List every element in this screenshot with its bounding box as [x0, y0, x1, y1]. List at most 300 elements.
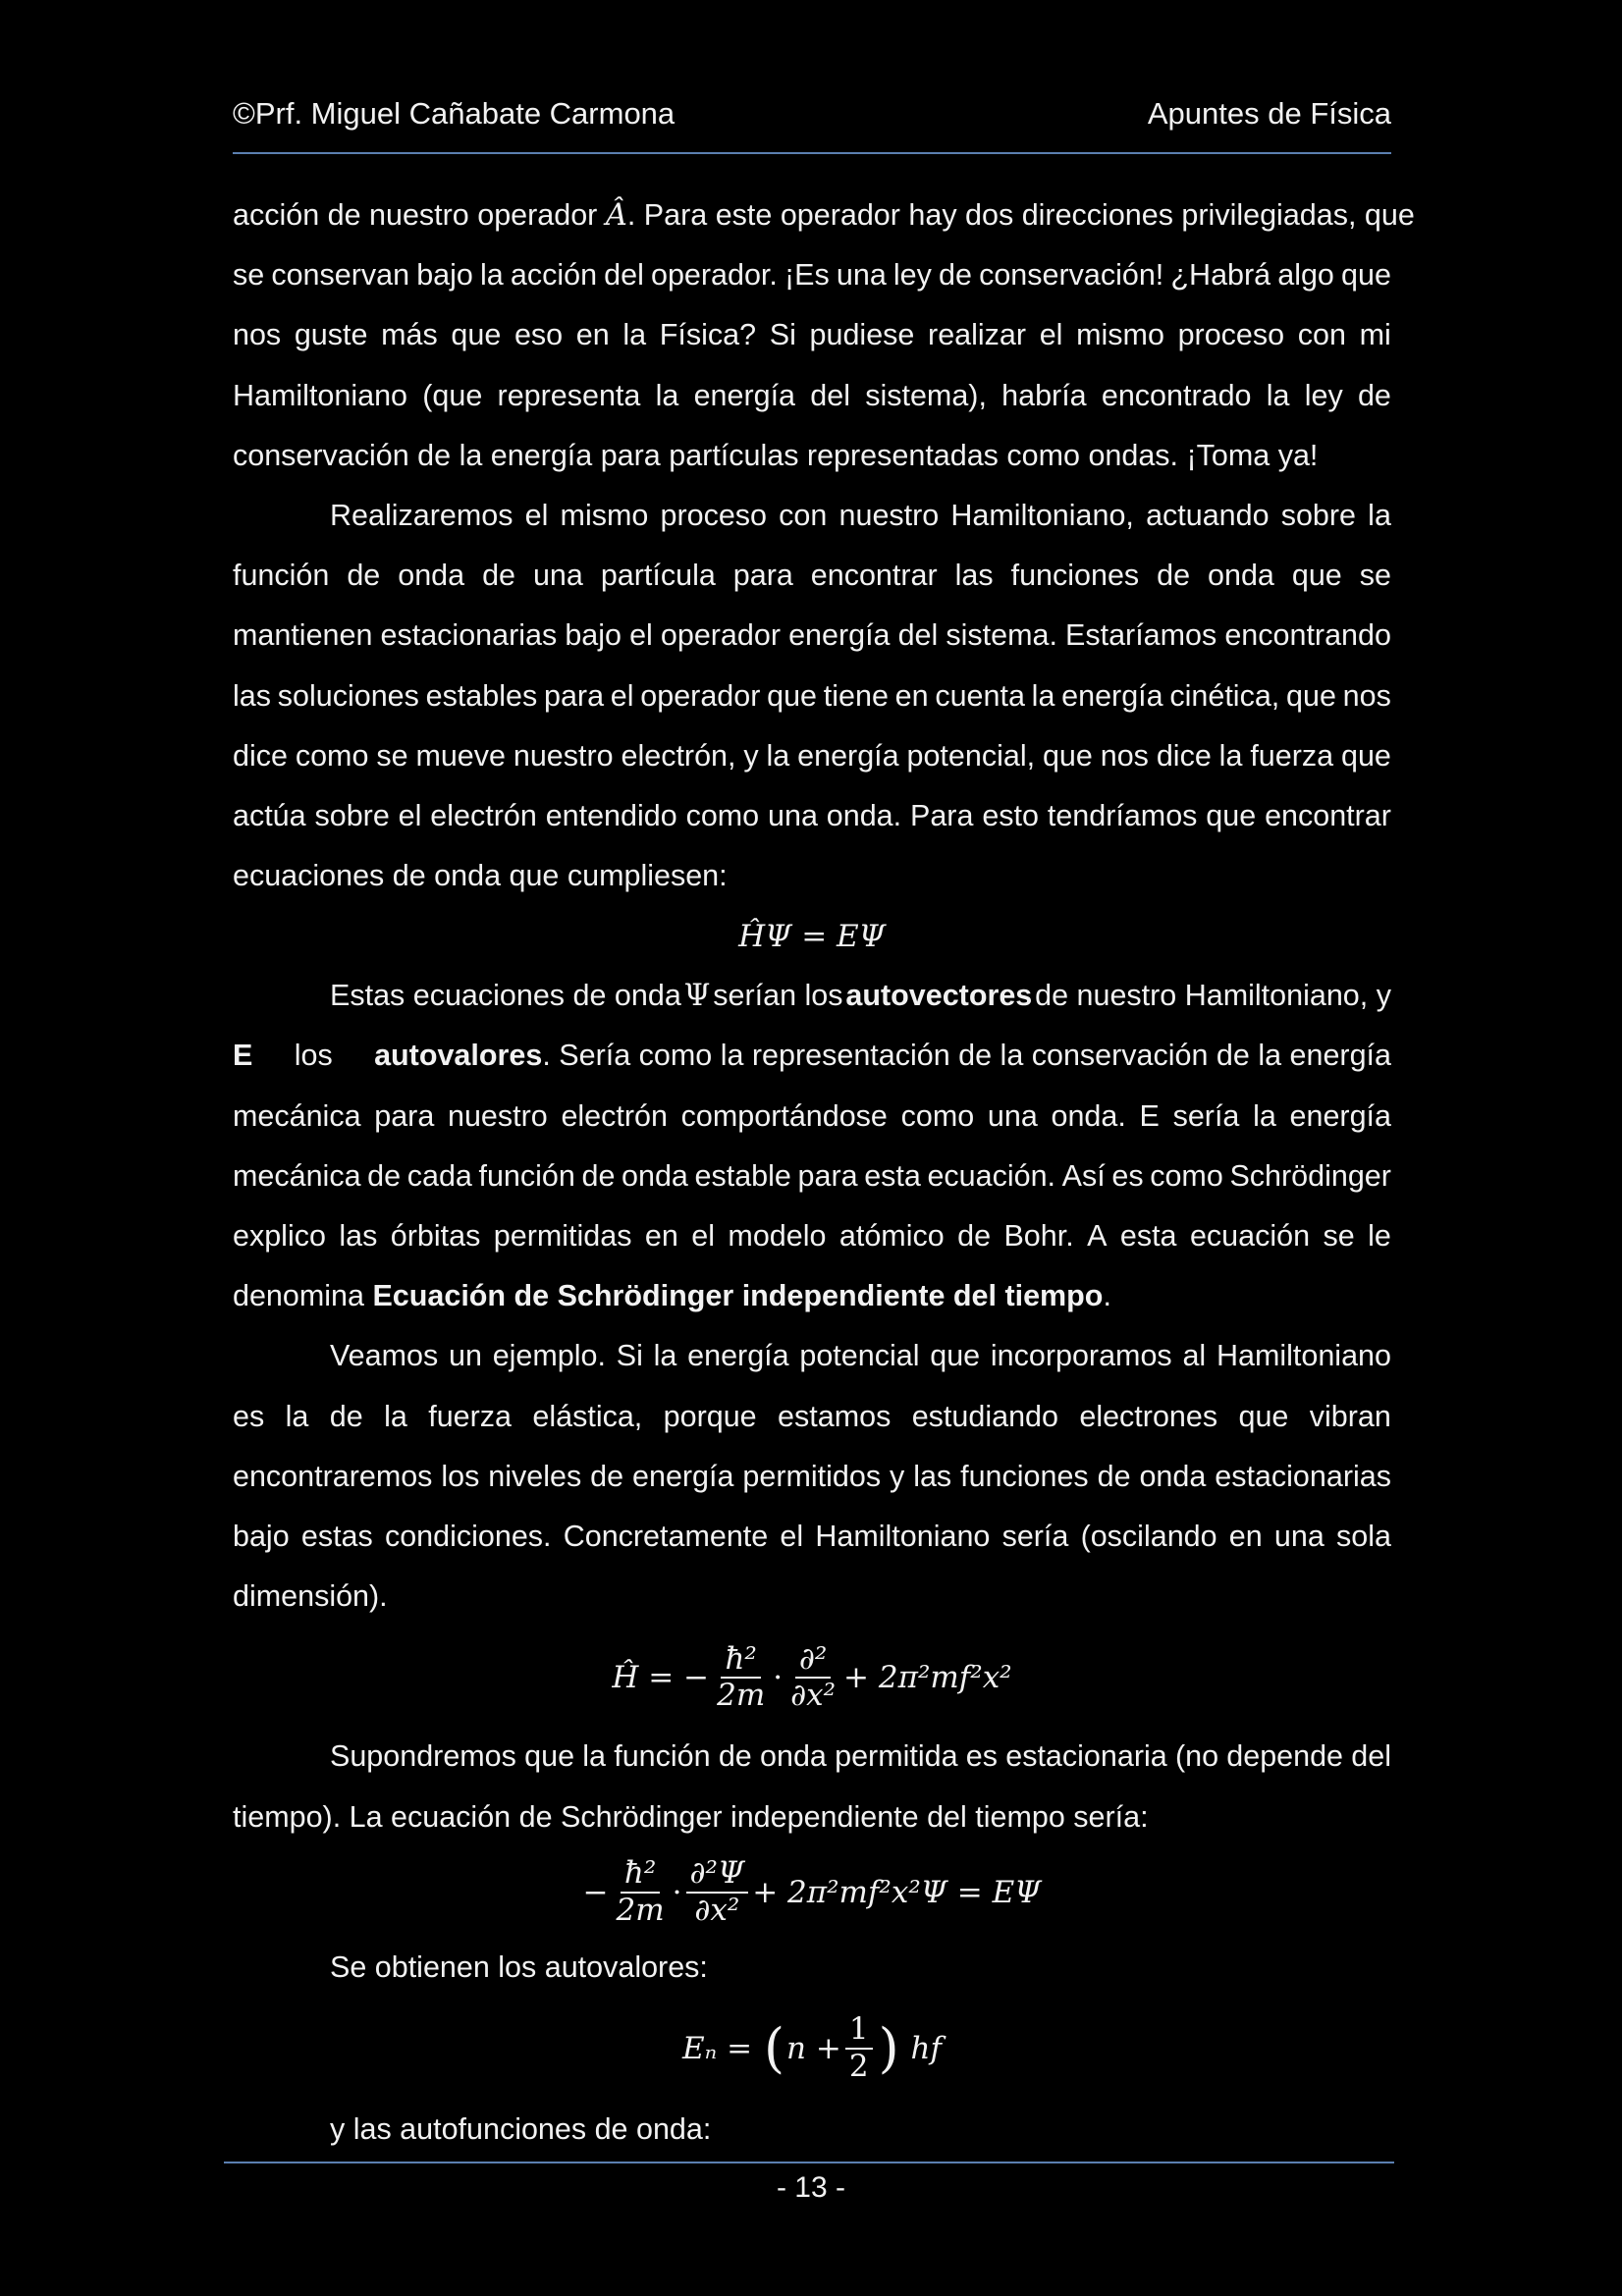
word: permitidos	[742, 1459, 882, 1493]
equation-hamiltonian	[233, 1629, 1391, 1727]
header-rule	[233, 152, 1391, 154]
footer-rule	[224, 2162, 1394, 2163]
word: el	[780, 1519, 804, 1553]
word: onda	[760, 1739, 827, 1774]
word: Así	[1061, 1158, 1106, 1193]
equation-schrodinger-short	[233, 906, 1391, 966]
word: proceso	[660, 498, 768, 532]
word: sistema.	[946, 618, 1057, 653]
word: Si	[616, 1339, 643, 1373]
word: la	[1368, 498, 1391, 532]
text-line: ecuaciones de onda que cumpliesen:	[233, 859, 728, 893]
word: encontraremos	[233, 1459, 433, 1493]
word: elástica,	[532, 1399, 643, 1433]
word: ecuación.	[927, 1158, 1056, 1193]
word: encontrar	[1265, 798, 1391, 832]
word: de	[1157, 559, 1191, 593]
word: energía	[1289, 1098, 1391, 1133]
word: los	[441, 1459, 480, 1493]
word: como	[295, 738, 369, 773]
text-line	[233, 305, 1391, 365]
word: esta	[864, 1158, 921, 1193]
equation-eigenvalues	[233, 1998, 1391, 2100]
text-line: conservación de la energía para partículas representadas como ondas. ¡Toma ya!	[233, 438, 1319, 472]
word: ley	[892, 258, 932, 293]
word: actúa	[233, 798, 306, 832]
word: las	[913, 1459, 952, 1493]
fraction-denominator: ∂x²	[694, 1892, 740, 1928]
word: habría	[1001, 378, 1087, 412]
word: nuestro	[513, 738, 614, 773]
word: la	[480, 258, 504, 293]
word: condiciones.	[384, 1519, 552, 1553]
word: conservación!	[979, 258, 1164, 293]
text-segment: . Sería como la representación de la conservación de la energía	[542, 1039, 1391, 1073]
text-line	[233, 186, 1415, 245]
word: onda	[1208, 559, 1274, 593]
word: como	[900, 1098, 975, 1133]
word: órbitas	[390, 1219, 481, 1253]
word: para	[797, 1158, 858, 1193]
word: dice	[1156, 738, 1212, 773]
word: el	[524, 498, 549, 532]
word: nos	[1100, 738, 1149, 773]
fraction	[845, 2012, 873, 2084]
word: que	[451, 318, 502, 352]
word: función	[478, 1158, 575, 1193]
word: la	[1253, 1098, 1276, 1133]
word: sobre	[314, 798, 390, 832]
fraction-numerator: ħ²	[721, 1642, 760, 1680]
word: de	[957, 1219, 992, 1253]
word: ¡Es	[784, 258, 830, 293]
word: esto	[982, 798, 1039, 832]
eq-term: n +	[786, 2030, 841, 2066]
word: potencial	[799, 1339, 920, 1373]
word: onda.	[1051, 1098, 1126, 1133]
word: le	[1368, 1219, 1391, 1253]
word: del	[897, 618, 939, 653]
word: actuando	[1146, 498, 1270, 532]
word: se	[376, 738, 408, 773]
word: Hamiltoniano,	[950, 498, 1134, 532]
text-line: y las autofunciones de onda:	[330, 2111, 712, 2146]
word: esta	[1119, 1219, 1177, 1253]
word: encontrar	[810, 559, 938, 593]
word: acción	[510, 258, 598, 293]
word: A	[1087, 1219, 1108, 1253]
word: Estaríamos	[1065, 618, 1217, 653]
word: funciones	[1010, 559, 1140, 593]
word: energía	[687, 1339, 789, 1373]
word: vibran	[1309, 1399, 1391, 1433]
word: bajo	[233, 1519, 290, 1553]
word: proceso	[1177, 318, 1285, 352]
word: (no	[1174, 1739, 1219, 1774]
word: la	[1218, 738, 1243, 773]
text-line	[233, 726, 1391, 786]
word: atómico	[838, 1219, 945, 1253]
word: es	[233, 1399, 265, 1433]
header-author: ©Prf. Miguel Cañabate Carmona	[233, 96, 676, 131]
word: estudiando	[911, 1399, 1058, 1433]
word: la	[384, 1399, 407, 1433]
eq-term: ĤΨ	[738, 918, 792, 954]
word: que	[524, 1739, 575, 1774]
word: en	[575, 318, 610, 352]
word: estacionaria	[1005, 1739, 1167, 1774]
word: se	[1323, 1219, 1355, 1253]
paren-close: )	[878, 2016, 899, 2079]
word: de	[367, 1158, 402, 1193]
text-line	[233, 245, 1391, 305]
fraction-numerator: ħ²	[621, 1856, 660, 1894]
word: en	[1228, 1519, 1263, 1553]
page-header	[233, 96, 1391, 135]
word: mecánica	[233, 1158, 361, 1193]
text-segment: de nuestro Hamiltoniano, y	[1035, 979, 1391, 1013]
word: que	[767, 678, 818, 713]
text-line	[233, 1387, 1391, 1447]
word: las	[339, 1219, 378, 1253]
word: más	[381, 318, 438, 352]
word: como	[685, 798, 760, 832]
text-segment: Estas ecuaciones de onda	[330, 979, 681, 1013]
word: función	[614, 1739, 711, 1774]
word: las	[233, 678, 271, 713]
word: de	[482, 559, 515, 593]
word: las	[954, 559, 994, 593]
word: el	[398, 798, 422, 832]
word: energía	[632, 1459, 734, 1493]
word: estable	[694, 1158, 791, 1193]
word: sistema),	[865, 378, 987, 412]
word: que	[1286, 678, 1336, 713]
word: la	[1266, 378, 1290, 412]
fraction-denominator: 2m	[616, 1892, 665, 1928]
page-number: - 13 -	[776, 2171, 846, 2204]
bold-term: autovalores	[374, 1039, 543, 1073]
text-line	[233, 1507, 1391, 1567]
word: eso	[514, 318, 564, 352]
word: mismo	[560, 498, 649, 532]
word: estas	[300, 1519, 373, 1553]
eq-term: Eₙ	[682, 2030, 718, 2066]
word: es	[965, 1739, 999, 1774]
word: que	[1238, 1399, 1289, 1433]
word: electrón	[561, 1098, 668, 1133]
word: y	[890, 1459, 905, 1493]
word: la	[655, 378, 679, 412]
word: Hamiltoniano	[815, 1519, 991, 1553]
word: que	[930, 1339, 981, 1373]
eq-term: = −	[648, 1660, 710, 1696]
word: de	[347, 559, 381, 593]
word: tendríamos	[1047, 798, 1198, 832]
text-line	[233, 1266, 1391, 1326]
eq-term: ·	[773, 1660, 784, 1696]
text-line: Se obtienen los autovalores:	[330, 1949, 708, 1984]
word: fuerza	[428, 1399, 512, 1433]
word: electrones	[1079, 1399, 1218, 1433]
word: que	[1340, 738, 1391, 773]
word: de	[1357, 378, 1391, 412]
word: permitida	[835, 1739, 958, 1774]
word: modelo	[728, 1219, 827, 1253]
word: cada	[406, 1158, 472, 1193]
text-segment: .	[1103, 1279, 1111, 1313]
fraction	[713, 1642, 769, 1714]
word: sería	[1001, 1519, 1069, 1553]
word: pudiese	[809, 318, 915, 352]
text-line	[233, 1326, 1391, 1386]
equation-schrodinger-oscillator	[233, 1847, 1391, 1938]
word: ¿Habrá	[1170, 258, 1271, 293]
eq-term: ·	[672, 1874, 682, 1910]
word: funciones	[960, 1459, 1089, 1493]
fraction-numerator: 1	[845, 2012, 873, 2050]
operator-a-hat: Â	[605, 198, 627, 233]
word: se	[1359, 559, 1391, 593]
word: Schrödinger	[1229, 1158, 1391, 1193]
eq-term: hf	[910, 2030, 942, 2066]
word: la	[582, 1739, 607, 1774]
fraction-denominator: 2	[848, 2048, 869, 2084]
eq-term: + 2π²mf²x²Ψ = EΨ	[752, 1874, 1042, 1910]
text-line	[233, 1206, 1391, 1266]
eq-term: EΨ	[837, 918, 886, 954]
word: Veamos	[330, 1339, 439, 1373]
text-segment: los	[294, 1039, 333, 1073]
text-line	[233, 486, 1391, 546]
eq-term: + 2π²mf²x²	[843, 1660, 1012, 1696]
text-line	[233, 1026, 1391, 1086]
word: bajo	[565, 618, 622, 653]
text-line	[233, 546, 1391, 606]
text-segment: acción de nuestro operador	[233, 198, 598, 232]
text-line	[233, 366, 1391, 426]
word: onda	[398, 559, 465, 593]
word: cinética,	[1169, 678, 1280, 713]
word: se	[233, 258, 265, 293]
word: comportándose	[680, 1098, 888, 1133]
word: que	[1341, 258, 1391, 293]
word: onda	[622, 1158, 688, 1193]
word: de	[581, 1158, 616, 1193]
word: Concretamente	[563, 1519, 769, 1553]
word: mi	[1359, 318, 1391, 352]
text-line	[233, 1727, 1391, 1787]
word: bajo	[416, 258, 473, 293]
text-line	[233, 966, 1391, 1026]
text-line	[233, 1447, 1391, 1507]
word: de	[718, 1739, 752, 1774]
word: ley	[1304, 378, 1343, 412]
word: energía	[788, 618, 891, 653]
word: sería	[1172, 1098, 1240, 1133]
word: como	[1150, 1158, 1223, 1193]
word: el	[629, 618, 653, 653]
word: partícula	[600, 559, 716, 593]
word: Si	[769, 318, 796, 352]
word: incorporamos	[990, 1339, 1172, 1373]
word: (que	[422, 378, 483, 412]
word: E	[1139, 1098, 1160, 1133]
word: operador	[660, 618, 781, 653]
fraction-denominator: ∂x²	[790, 1678, 837, 1714]
word: del	[1351, 1739, 1391, 1774]
word: que	[1042, 738, 1093, 773]
word: para	[543, 678, 605, 713]
word: electrón	[430, 798, 537, 832]
word: la	[766, 738, 790, 773]
text-line	[233, 786, 1391, 846]
word: cuenta	[935, 678, 1025, 713]
word: Bohr.	[1003, 1219, 1074, 1253]
word: mecánica	[233, 1098, 361, 1133]
word: soluciones	[277, 678, 419, 713]
word: guste	[294, 318, 368, 352]
fraction-numerator: ∂²Ψ	[686, 1856, 749, 1894]
word: Hamiltoniano	[1216, 1339, 1391, 1373]
word: es	[1111, 1158, 1144, 1193]
word: del	[810, 378, 850, 412]
word: de	[939, 258, 972, 293]
word: potencial,	[906, 738, 1036, 773]
word: sola	[1335, 1519, 1391, 1553]
word: de	[329, 1399, 363, 1433]
word: la	[1031, 678, 1055, 713]
paren-open: (	[763, 2016, 785, 2079]
text-line	[233, 1147, 1391, 1206]
word: que	[1291, 559, 1342, 593]
word: el	[610, 678, 634, 713]
word: operador.	[651, 258, 778, 293]
word: y	[743, 738, 759, 773]
word: tiene	[823, 678, 889, 713]
word: niveles	[488, 1459, 582, 1493]
word: nuestro	[838, 498, 940, 532]
page-body	[233, 186, 1415, 2160]
bold-term: autovectores	[845, 979, 1033, 1013]
text-line: dimensión).	[233, 1579, 388, 1614]
word: la	[285, 1399, 309, 1433]
word: para	[732, 559, 793, 593]
word: con	[779, 498, 828, 532]
fraction	[686, 1856, 749, 1928]
word: energía	[797, 738, 899, 773]
word: operador	[640, 678, 761, 713]
word: un	[448, 1339, 482, 1373]
word: la	[653, 1339, 677, 1373]
word: fuerza	[1250, 738, 1334, 773]
word: al	[1182, 1339, 1207, 1373]
word: electrón,	[621, 738, 736, 773]
word: dice	[233, 738, 288, 773]
word: de	[1097, 1459, 1131, 1493]
word: porque	[663, 1399, 757, 1433]
word: una	[768, 798, 818, 832]
fraction-denominator: 2m	[717, 1678, 766, 1714]
word: energía	[1061, 678, 1163, 713]
word: nos	[1342, 678, 1391, 713]
text-line: tiempo). La ecuación de Schrödinger independiente del tiempo sería:	[233, 1799, 1149, 1834]
word: de	[590, 1459, 624, 1493]
text-line	[233, 606, 1391, 666]
fraction	[613, 1856, 669, 1928]
eq-term: −	[582, 1874, 609, 1910]
word: estacionarias	[380, 618, 558, 653]
word: explico	[233, 1219, 326, 1253]
word: una	[532, 559, 583, 593]
word: onda	[1139, 1459, 1207, 1493]
word: onda.	[826, 798, 902, 832]
text-line	[233, 1087, 1391, 1147]
fraction-numerator: ∂²	[795, 1642, 831, 1680]
word: nuestro	[448, 1098, 548, 1133]
word: encontrado	[1101, 378, 1252, 412]
word: Física?	[659, 318, 757, 352]
word: para	[374, 1098, 435, 1133]
bold-term: Ecuación de Schrödinger independiente del tiempo	[372, 1279, 1104, 1313]
header-title: Apuntes de Física	[1147, 96, 1391, 131]
word: estamos	[778, 1399, 892, 1433]
psi-symbol: Ψ	[683, 979, 711, 1014]
word: del	[604, 258, 644, 293]
word: sobre	[1280, 498, 1357, 532]
word: (oscilando	[1080, 1519, 1217, 1553]
word: ecuación	[1189, 1219, 1311, 1253]
word: conservan	[271, 258, 410, 293]
word: realizar	[928, 318, 1027, 352]
word: Supondremos	[330, 1739, 516, 1774]
word: depende	[1226, 1739, 1344, 1774]
text-segment: . Para este operador hay dos direcciones privilegiadas, que	[626, 198, 1415, 232]
eq-term: =	[727, 2030, 753, 2066]
bold-term: E	[233, 1039, 253, 1073]
word: función	[233, 559, 330, 593]
text-segment: serían los	[713, 979, 843, 1013]
word: nos	[233, 318, 282, 352]
word: que	[1206, 798, 1257, 832]
word: en	[894, 678, 929, 713]
text-segment: denomina	[233, 1279, 364, 1313]
word: mueve	[415, 738, 506, 773]
word: mantienen	[233, 618, 373, 653]
fraction	[786, 1642, 839, 1714]
word: el	[691, 1219, 715, 1253]
word: energía	[693, 378, 796, 412]
word: una	[987, 1098, 1038, 1133]
word: ejemplo.	[492, 1339, 606, 1373]
word: estacionarias	[1215, 1459, 1391, 1493]
word: una	[836, 258, 887, 293]
word: representa	[497, 378, 641, 412]
word: en	[644, 1219, 678, 1253]
eq-term: =	[801, 918, 828, 954]
word: encontrando	[1224, 618, 1391, 653]
word: Realizaremos	[330, 498, 514, 532]
word: Para	[910, 798, 974, 832]
text-line	[233, 667, 1391, 726]
word: permitidas	[493, 1219, 632, 1253]
word: Hamiltoniano	[233, 378, 408, 412]
eq-term: Ĥ	[612, 1660, 639, 1696]
word: mismo	[1076, 318, 1164, 352]
word: entendido	[545, 798, 677, 832]
word: algo	[1277, 258, 1334, 293]
word: la	[622, 318, 647, 352]
